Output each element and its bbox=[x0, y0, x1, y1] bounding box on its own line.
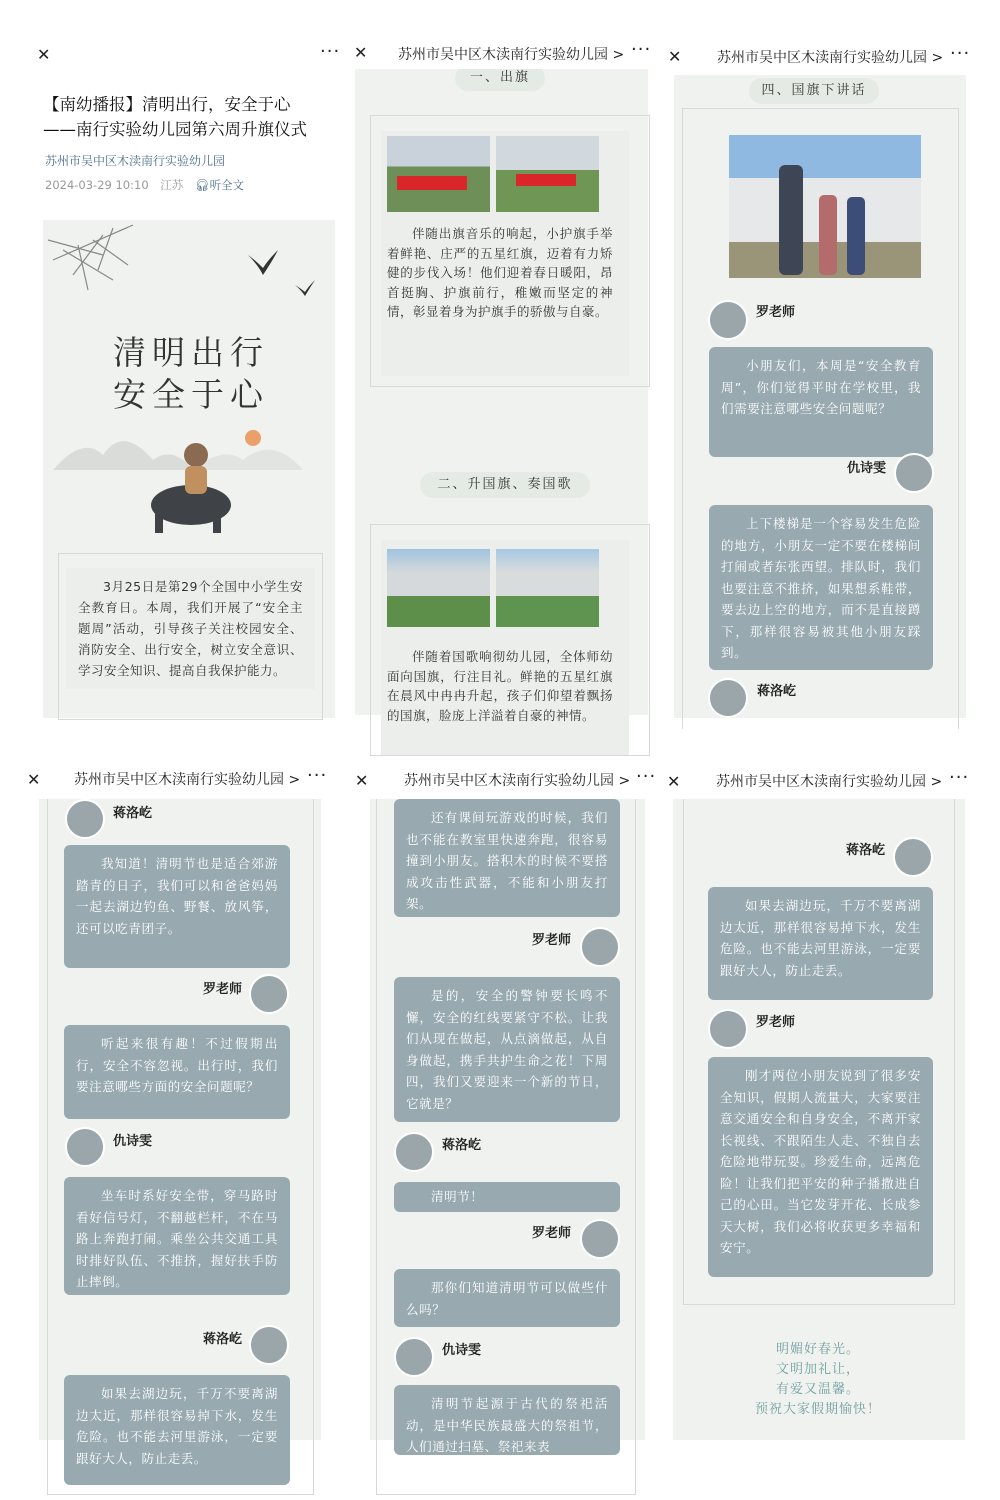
intro-text: 3月25日是第29个全国中小学生安全教育日。本周，我们开展了“安全主题周”活动，引导孩子关注校园安全、消防安全、出行安全，树立安全意识、学习安全知识、提高自我保护能力。 bbox=[66, 568, 315, 689]
article-paper bbox=[370, 799, 645, 1454]
speech-bubble-child-b: 清明节！ bbox=[394, 1182, 620, 1212]
speech-bubble-teacher: 那你们知道清明节可以做些什么吗？ bbox=[394, 1269, 620, 1327]
more-icon[interactable]: ··· bbox=[307, 765, 328, 786]
speaker-name: 蒋洛屹 bbox=[846, 843, 886, 858]
close-icon[interactable]: ✕ bbox=[354, 43, 368, 62]
title-line-2: ——南行实验幼儿园第六周升旗仪式 bbox=[43, 120, 307, 139]
more-icon[interactable]: ··· bbox=[636, 766, 657, 787]
top-bar bbox=[665, 765, 975, 799]
screenshot-panel-1 bbox=[25, 35, 340, 718]
article-paper bbox=[674, 75, 966, 718]
speech-bubble-child-b: 如果去湖边玩，千万不要离湖边太近，那样很容易掉下水，发生危险。也不能去河里游泳，一定要跟好大人，防止走丢。 bbox=[708, 887, 933, 1000]
speaker-name: 罗老师 bbox=[532, 1226, 572, 1241]
speaker-name: 罗老师 bbox=[532, 933, 572, 948]
close-icon[interactable]: ✕ bbox=[668, 47, 682, 66]
speaker-name: 罗老师 bbox=[756, 305, 796, 320]
close-icon[interactable]: ✕ bbox=[27, 770, 41, 789]
top-bar bbox=[352, 765, 657, 799]
more-icon[interactable]: ··· bbox=[950, 43, 971, 64]
section-heading-4: 四、国旗下讲话 bbox=[749, 78, 879, 104]
close-icon[interactable]: ✕ bbox=[355, 771, 369, 790]
speech-bubble-child-b: 还有课间玩游戏的时候，我们也不能在教室里快速奔跑，很容易撞到小朋友。搭积木的时候不要搭成攻击性武器，不能和小朋友打架。 bbox=[394, 799, 620, 917]
speech-bubble-teacher: 刚才两位小朋友说到了很多安全知识，假期人流量大，大家要注意交通安全和自身安全，不离开家长视线、不跟陌生人走、不独自去危险地带玩耍。珍爱生命，远离危险！让我们把平安的种子播撒进自己的心田。当它发芽开花、长成参天大树，我们必将收获更多幸福和安宁。 bbox=[708, 1057, 933, 1277]
close-icon[interactable]: ✕ bbox=[667, 772, 681, 791]
avatar-teacher bbox=[249, 974, 289, 1014]
poem-line-4: 预祝大家假期愉快！ bbox=[754, 1402, 881, 1417]
speaker-name: 仇诗雯 bbox=[113, 1134, 153, 1149]
avatar-child-b bbox=[394, 1132, 434, 1172]
assembly-photo-1 bbox=[387, 549, 490, 627]
speaker-name: 蒋洛屹 bbox=[113, 806, 153, 821]
flag-entry-photo-2 bbox=[496, 136, 599, 212]
article-title bbox=[43, 92, 343, 142]
cover-line-2: 安全于心 bbox=[113, 375, 269, 414]
headphone-icon: 🎧︎ bbox=[194, 178, 210, 192]
avatar-teacher bbox=[580, 927, 620, 967]
account-title[interactable]: 苏州市吴中区木渎南行实验幼儿园 > bbox=[717, 50, 944, 66]
top-bar bbox=[25, 35, 340, 69]
close-icon[interactable]: ✕ bbox=[37, 45, 51, 64]
top-bar bbox=[348, 35, 653, 69]
speaker-name: 罗老师 bbox=[756, 1015, 796, 1030]
article-paper bbox=[39, 799, 321, 1466]
avatar-teacher bbox=[580, 1219, 620, 1259]
section-1-frame bbox=[370, 115, 650, 387]
section-2-frame bbox=[370, 524, 650, 756]
speech-bubble-teacher: 是的，安全的警钟要长鸣不懈，安全的红线要紧守不松。让我们从现在做起，从点滴做起，从自身做起，携手共护生命之花！下周四，我们又要迎来一个新的节日，它就是？ bbox=[394, 977, 620, 1122]
avatar-child-b bbox=[893, 837, 933, 877]
speaker-name: 仇诗雯 bbox=[847, 461, 887, 476]
article-paper bbox=[673, 799, 965, 1440]
account-title[interactable]: 苏州市吴中区木渎南行实验幼儿园 > bbox=[398, 47, 625, 63]
screenshot-panel-3 bbox=[660, 35, 972, 718]
speaker-name: 仇诗雯 bbox=[442, 1343, 482, 1358]
speech-bubble-child-b: 我知道！清明节也是适合郊游踏青的日子，我们可以和爸爸妈妈一起去湖边钓鱼、野餐、放风筝，还可以吃青团子。 bbox=[64, 845, 290, 968]
speech-bubble-child-a: 上下楼梯是一个容易发生危险的地方，小朋友一定不要在楼梯间打闹或者东张西望。排队时，我们也要注意不推挤，如果想系鞋带，要去边上空的地方，而不是直接蹲下，那样很容易被其他小朋友踩到。 bbox=[709, 505, 933, 670]
more-icon[interactable]: ··· bbox=[320, 41, 341, 62]
listen-button[interactable] bbox=[195, 178, 244, 192]
account-title[interactable]: 苏州市吴中区木渎南行实验幼儿园 > bbox=[74, 772, 301, 788]
speaker-name: 蒋洛屹 bbox=[757, 684, 797, 699]
article-paper bbox=[355, 69, 648, 723]
poem-line-1: 明媚好春光。 bbox=[775, 1342, 860, 1357]
avatar-child-a bbox=[65, 1127, 105, 1167]
section-heading-1: 一、出旗 bbox=[455, 65, 545, 91]
screenshot-panel-6 bbox=[665, 765, 975, 1440]
speech-bubble-teacher: 听起来很有趣！不过假期出行，安全不容忽视。出行时，我们要注意哪些方面的安全问题呢？ bbox=[64, 1025, 290, 1119]
publish-date: 2024-03-29 10:10 bbox=[45, 178, 149, 192]
speech-bubble-child-a: 清明节起源于古代的祭祀活动，是中华民族最盛大的祭祖节，人们通过扫墓、祭祀来表 bbox=[394, 1385, 620, 1455]
cover-paper bbox=[43, 220, 335, 718]
meta-row bbox=[45, 177, 244, 193]
screenshot-panel-4 bbox=[25, 765, 335, 1466]
flag-entry-photo-1 bbox=[387, 136, 490, 212]
assembly-photo-2 bbox=[496, 549, 599, 627]
title-line-1: 【南幼播报】清明出行，安全于心 bbox=[43, 95, 291, 114]
screenshot-panel-5 bbox=[352, 765, 657, 1454]
speech-photo bbox=[729, 135, 921, 278]
avatar-child-b bbox=[249, 1325, 289, 1365]
avatar-teacher bbox=[708, 300, 748, 340]
avatar-child-a bbox=[894, 453, 934, 493]
account-title[interactable]: 苏州市吴中区木渎南行实验幼儿园 > bbox=[716, 774, 943, 790]
intro-frame bbox=[58, 553, 323, 720]
section-1-text: 伴随出旗音乐的响起，小护旗手举着鲜艳、庄严的五星红旗，迈着有力矫健的步伐入场！他们迎着春日暖阳，昂首挺胸、护旗前行，稚嫩而坚定的神情，彰显着身为护旗手的骄傲与自豪。 bbox=[387, 226, 613, 319]
avatar-child-a bbox=[394, 1337, 434, 1377]
closing-poem bbox=[673, 1340, 963, 1420]
poem-line-2: 文明加礼让， bbox=[775, 1362, 860, 1377]
cover-line-1: 清明出行 bbox=[113, 333, 269, 372]
poem-line-3: 有爱又温馨。 bbox=[775, 1382, 860, 1397]
top-bar bbox=[660, 35, 972, 69]
speech-bubble-child-b: 如果去湖边玩，千万不要离湖边太近，那样很容易掉下水，发生危险。也不能去河里游泳，一定要跟好大人，防止走丢。 bbox=[64, 1375, 290, 1485]
section-2-text: 伴随着国歌响彻幼儿园，全体师幼面向国旗，行注目礼。鲜艳的五星红旗在晨风中冉冉升起，孩子们仰望着飘扬的国旗，脸庞上洋溢着自豪的神情。 bbox=[387, 649, 613, 723]
more-icon[interactable]: ··· bbox=[949, 767, 970, 788]
speaker-name: 蒋洛屹 bbox=[442, 1138, 482, 1153]
cover-headline bbox=[113, 332, 269, 416]
account-title[interactable]: 苏州市吴中区木渎南行实验幼儿园 > bbox=[404, 773, 631, 789]
section-heading-2: 二、升国旗、奏国歌 bbox=[420, 472, 590, 498]
speech-bubble-teacher: 小朋友们，本周是“安全教育周”，你们觉得平时在学校里，我们需要注意哪些安全问题呢？ bbox=[709, 347, 933, 457]
avatar-child-b bbox=[65, 799, 105, 839]
listen-label: 听全文 bbox=[209, 178, 245, 192]
screenshot-panel-2 bbox=[348, 35, 653, 723]
speaker-name: 蒋洛屹 bbox=[203, 1332, 243, 1347]
more-icon[interactable]: ··· bbox=[631, 39, 652, 60]
top-bar bbox=[25, 765, 335, 799]
author-link[interactable]: 苏州市吴中区木渎南行实验幼儿园 bbox=[45, 154, 226, 168]
avatar-child-b bbox=[708, 678, 748, 718]
avatar-teacher bbox=[708, 1009, 748, 1049]
location: 江苏 bbox=[160, 178, 184, 192]
speech-bubble-child-a: 坐车时系好安全带，穿马路时看好信号灯，不翻越栏杆，不在马路上奔跑打闹。乘坐公共交通工具时排好队伍、不推挤，握好扶手防止摔倒。 bbox=[64, 1177, 290, 1295]
speaker-name: 罗老师 bbox=[203, 982, 243, 997]
